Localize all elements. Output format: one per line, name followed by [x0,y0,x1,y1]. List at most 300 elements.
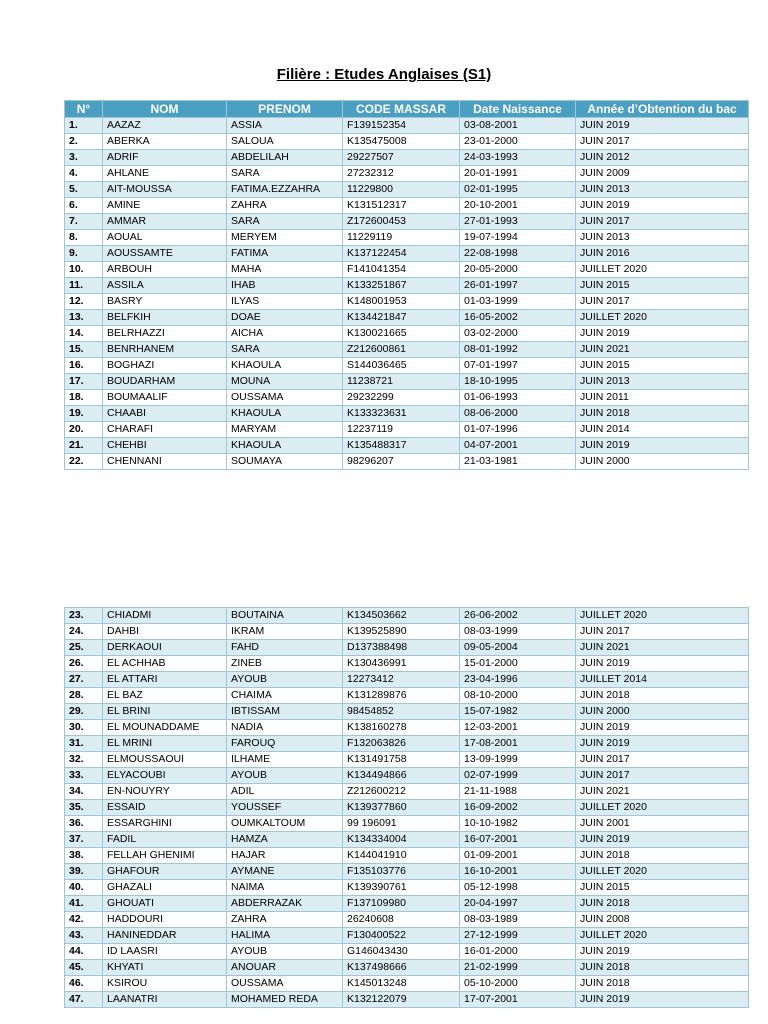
nom-cell: HANINEDDAR [103,928,227,944]
row-number-cell: 16. [65,358,103,374]
header-date-naissance: Date Naissance [460,101,576,118]
prenom-cell: IKRAM [227,624,343,640]
row-number-cell: 2. [65,134,103,150]
table-row [65,214,749,230]
nom-cell: CHEHBI [103,438,227,454]
annee-bac-cell: JUIN 2016 [576,246,749,262]
row-number-cell: 44. [65,944,103,960]
prenom-cell: DOAE [227,310,343,326]
table-row [65,390,749,406]
prenom-cell: ZAHRA [227,198,343,214]
date-naissance-cell: 15-07-1982 [460,704,576,720]
annee-bac-cell: JUIN 2018 [576,976,749,992]
date-naissance-cell: 02-07-1999 [460,768,576,784]
row-number-cell: 32. [65,752,103,768]
nom-cell: GHAFOUR [103,864,227,880]
code-massar-cell: K135488317 [343,438,460,454]
annee-bac-cell: JUIN 2017 [576,214,749,230]
table-row [65,342,749,358]
nom-cell: ESSARGHINI [103,816,227,832]
code-massar-cell: F139152354 [343,118,460,134]
row-number-cell: 43. [65,928,103,944]
date-naissance-cell: 23-04-1996 [460,672,576,688]
nom-cell: EN-NOUYRY [103,784,227,800]
nom-cell: BELFKIH [103,310,227,326]
nom-cell: EL MRINI [103,736,227,752]
row-number-cell: 27. [65,672,103,688]
row-number-cell: 41. [65,896,103,912]
nom-cell: EL ACHHAB [103,656,227,672]
date-naissance-cell: 16-09-2002 [460,800,576,816]
date-naissance-cell: 27-12-1999 [460,928,576,944]
prenom-cell: FATIMA [227,246,343,262]
date-naissance-cell: 16-05-2002 [460,310,576,326]
annee-bac-cell: JUIN 2021 [576,784,749,800]
date-naissance-cell: 09-05-2004 [460,640,576,656]
table-body-1 [65,118,749,470]
annee-bac-cell: JUIN 2012 [576,150,749,166]
row-number-cell: 46. [65,976,103,992]
nom-cell: AMINE [103,198,227,214]
row-number-cell: 18. [65,390,103,406]
code-massar-cell: 29232299 [343,390,460,406]
header-number: N° [65,101,103,118]
nom-cell: BASRY [103,294,227,310]
date-naissance-cell: 08-03-1999 [460,624,576,640]
table-row [65,608,749,624]
code-massar-cell: F130400522 [343,928,460,944]
prenom-cell: YOUSSEF [227,800,343,816]
date-naissance-cell: 27-01-1993 [460,214,576,230]
date-naissance-cell: 20-10-2001 [460,198,576,214]
table-row [65,374,749,390]
row-number-cell: 9. [65,246,103,262]
code-massar-cell: 12237119 [343,422,460,438]
nom-cell: ELYACOUBI [103,768,227,784]
annee-bac-cell: JUIN 2017 [576,752,749,768]
prenom-cell: AYOUB [227,944,343,960]
row-number-cell: 33. [65,768,103,784]
annee-bac-cell: JUILLET 2020 [576,800,749,816]
header-nom: NOM [103,101,227,118]
annee-bac-cell: JUIN 2019 [576,656,749,672]
header-prenom: PRENOM [227,101,343,118]
row-number-cell: 7. [65,214,103,230]
code-massar-cell: K131491758 [343,752,460,768]
row-number-cell: 26. [65,656,103,672]
code-massar-cell: K139390761 [343,880,460,896]
prenom-cell: MERYEM [227,230,343,246]
row-number-cell: 24. [65,624,103,640]
row-number-cell: 17. [65,374,103,390]
nom-cell: KSIROU [103,976,227,992]
annee-bac-cell: JUIN 2017 [576,768,749,784]
row-number-cell: 30. [65,720,103,736]
prenom-cell: KHAOULA [227,358,343,374]
table-row [65,182,749,198]
prenom-cell: SARA [227,166,343,182]
row-number-cell: 35. [65,800,103,816]
date-naissance-cell: 17-07-2001 [460,992,576,1008]
nom-cell: BOUDARHAM [103,374,227,390]
code-massar-cell: K134494866 [343,768,460,784]
table-row [65,438,749,454]
table-row [65,768,749,784]
row-number-cell: 29. [65,704,103,720]
date-naissance-cell: 19-07-1994 [460,230,576,246]
nom-cell: ID LAASRI [103,944,227,960]
row-number-cell: 23. [65,608,103,624]
date-naissance-cell: 02-01-1995 [460,182,576,198]
row-number-cell: 31. [65,736,103,752]
code-massar-cell: F132063826 [343,736,460,752]
table-row [65,752,749,768]
row-number-cell: 28. [65,688,103,704]
date-naissance-cell: 12-03-2001 [460,720,576,736]
prenom-cell: ZINEB [227,656,343,672]
table-row [65,246,749,262]
table-header-row [65,101,749,118]
annee-bac-cell: JUIN 2019 [576,992,749,1008]
annee-bac-cell: JUIN 2019 [576,326,749,342]
row-number-cell: 6. [65,198,103,214]
code-massar-cell: K133323631 [343,406,460,422]
annee-bac-cell: JUIN 2001 [576,816,749,832]
table-row [65,704,749,720]
date-naissance-cell: 20-04-1997 [460,896,576,912]
code-massar-cell: F141041354 [343,262,460,278]
annee-bac-cell: JUIN 2018 [576,960,749,976]
code-massar-cell: K133251867 [343,278,460,294]
date-naissance-cell: 26-01-1997 [460,278,576,294]
code-massar-cell: 26240608 [343,912,460,928]
table-row [65,736,749,752]
row-number-cell: 3. [65,150,103,166]
code-massar-cell: F135103776 [343,864,460,880]
date-naissance-cell: 05-10-2000 [460,976,576,992]
nom-cell: BELRHAZZI [103,326,227,342]
nom-cell: EL BRINI [103,704,227,720]
nom-cell: AAZAZ [103,118,227,134]
annee-bac-cell: JUIN 2015 [576,880,749,896]
row-number-cell: 45. [65,960,103,976]
date-naissance-cell: 01-09-2001 [460,848,576,864]
prenom-cell: ABDELILAH [227,150,343,166]
code-massar-cell: K132122079 [343,992,460,1008]
table-row [65,832,749,848]
annee-bac-cell: JUIN 2018 [576,406,749,422]
nom-cell: KHYATI [103,960,227,976]
code-massar-cell: 12273412 [343,672,460,688]
row-number-cell: 1. [65,118,103,134]
table-row [65,896,749,912]
annee-bac-cell: JUIN 2021 [576,640,749,656]
row-number-cell: 38. [65,848,103,864]
prenom-cell: OUMKALTOUM [227,816,343,832]
table-row [65,406,749,422]
code-massar-cell: K137122454 [343,246,460,262]
code-massar-cell: K131512317 [343,198,460,214]
annee-bac-cell: JUILLET 2020 [576,608,749,624]
row-number-cell: 19. [65,406,103,422]
prenom-cell: MOHAMED REDA [227,992,343,1008]
date-naissance-cell: 01-06-1993 [460,390,576,406]
nom-cell: GHAZALI [103,880,227,896]
date-naissance-cell: 05-12-1998 [460,880,576,896]
annee-bac-cell: JUIN 2015 [576,278,749,294]
table-row [65,422,749,438]
row-number-cell: 36. [65,816,103,832]
nom-cell: ESSAID [103,800,227,816]
prenom-cell: IHAB [227,278,343,294]
row-number-cell: 37. [65,832,103,848]
annee-bac-cell: JUILLET 2020 [576,262,749,278]
nom-cell: ADRIF [103,150,227,166]
row-number-cell: 8. [65,230,103,246]
row-number-cell: 47. [65,992,103,1008]
prenom-cell: SOUMAYA [227,454,343,470]
annee-bac-cell: JUIN 2018 [576,896,749,912]
row-number-cell: 11. [65,278,103,294]
code-massar-cell: K130436991 [343,656,460,672]
nom-cell: FADIL [103,832,227,848]
table-row [65,310,749,326]
row-number-cell: 12. [65,294,103,310]
annee-bac-cell: JUIN 2013 [576,230,749,246]
annee-bac-cell: JUIN 2019 [576,720,749,736]
prenom-cell: OUSSAMA [227,390,343,406]
annee-bac-cell: JUILLET 2020 [576,928,749,944]
prenom-cell: ANOUAR [227,960,343,976]
code-massar-cell: Z212600212 [343,784,460,800]
prenom-cell: ILHAME [227,752,343,768]
nom-cell: ASSILA [103,278,227,294]
date-naissance-cell: 22-08-1998 [460,246,576,262]
date-naissance-cell: 08-10-2000 [460,688,576,704]
nom-cell: EL ATTARI [103,672,227,688]
prenom-cell: ASSIA [227,118,343,134]
date-naissance-cell: 08-03-1989 [460,912,576,928]
date-naissance-cell: 01-03-1999 [460,294,576,310]
table-row [65,358,749,374]
code-massar-cell: 29227507 [343,150,460,166]
nom-cell: ELMOUSSAOUI [103,752,227,768]
nom-cell: CHAABI [103,406,227,422]
code-massar-cell: K144041910 [343,848,460,864]
row-number-cell: 22. [65,454,103,470]
annee-bac-cell: JUIN 2000 [576,454,749,470]
table-row [65,816,749,832]
prenom-cell: KHAOULA [227,438,343,454]
nom-cell: BENRHANEM [103,342,227,358]
table-row [65,150,749,166]
date-naissance-cell: 21-11-1988 [460,784,576,800]
date-naissance-cell: 07-01-1997 [460,358,576,374]
annee-bac-cell: JUIN 2013 [576,374,749,390]
annee-bac-cell: JUIN 2000 [576,704,749,720]
annee-bac-cell: JUIN 2019 [576,198,749,214]
nom-cell: AOUAL [103,230,227,246]
nom-cell: AOUSSAMTE [103,246,227,262]
page-title: Filière : Etudes Anglaises (S1) [276,66,492,83]
table-row [65,118,749,134]
prenom-cell: FAROUQ [227,736,343,752]
date-naissance-cell: 20-05-2000 [460,262,576,278]
prenom-cell: SARA [227,342,343,358]
date-naissance-cell: 08-01-1992 [460,342,576,358]
table-row [65,656,749,672]
annee-bac-cell: JUIN 2018 [576,688,749,704]
nom-cell: FELLAH GHENIMI [103,848,227,864]
nom-cell: HADDOURI [103,912,227,928]
annee-bac-cell: JUIN 2018 [576,848,749,864]
row-number-cell: 4. [65,166,103,182]
annee-bac-cell: JUIN 2019 [576,944,749,960]
prenom-cell: MOUNA [227,374,343,390]
code-massar-cell: 11229119 [343,230,460,246]
row-number-cell: 10. [65,262,103,278]
table-row [65,166,749,182]
prenom-cell: ILYAS [227,294,343,310]
students-table-2 [64,607,749,1008]
table-row [65,262,749,278]
annee-bac-cell: JUIN 2014 [576,422,749,438]
code-massar-cell: K138160278 [343,720,460,736]
date-naissance-cell: 03-02-2000 [460,326,576,342]
prenom-cell: NAIMA [227,880,343,896]
code-massar-cell: 27232312 [343,166,460,182]
prenom-cell: HAJAR [227,848,343,864]
table-row [65,864,749,880]
annee-bac-cell: JUIN 2011 [576,390,749,406]
prenom-cell: BOUTAINA [227,608,343,624]
code-massar-cell: K130021665 [343,326,460,342]
code-massar-cell: Z212600861 [343,342,460,358]
table-row [65,784,749,800]
date-naissance-cell: 23-01-2000 [460,134,576,150]
prenom-cell: HAMZA [227,832,343,848]
table-row [65,672,749,688]
date-naissance-cell: 15-01-2000 [460,656,576,672]
date-naissance-cell: 16-07-2001 [460,832,576,848]
prenom-cell: ABDERRAZAK [227,896,343,912]
prenom-cell: AICHA [227,326,343,342]
prenom-cell: KHAOULA [227,406,343,422]
date-naissance-cell: 10-10-1982 [460,816,576,832]
nom-cell: CHIADMI [103,608,227,624]
table-row [65,912,749,928]
date-naissance-cell: 26-06-2002 [460,608,576,624]
table-row [65,640,749,656]
prenom-cell: AYMANE [227,864,343,880]
table-row [65,720,749,736]
prenom-cell: MAHA [227,262,343,278]
date-naissance-cell: 03-08-2001 [460,118,576,134]
nom-cell: AIT-MOUSSA [103,182,227,198]
prenom-cell: IBTISSAM [227,704,343,720]
code-massar-cell: 11229800 [343,182,460,198]
table-row [65,688,749,704]
students-table-1 [64,100,749,470]
date-naissance-cell: 17-08-2001 [460,736,576,752]
nom-cell: ABERKA [103,134,227,150]
code-massar-cell: K134421847 [343,310,460,326]
nom-cell: DAHBI [103,624,227,640]
row-number-cell: 20. [65,422,103,438]
annee-bac-cell: JUIN 2019 [576,438,749,454]
row-number-cell: 34. [65,784,103,800]
row-number-cell: 13. [65,310,103,326]
code-massar-cell: F137109980 [343,896,460,912]
nom-cell: EL MOUNADDAME [103,720,227,736]
annee-bac-cell: JUIN 2017 [576,624,749,640]
code-massar-cell: K137498666 [343,960,460,976]
table-row [65,928,749,944]
annee-bac-cell: JUIN 2013 [576,182,749,198]
prenom-cell: AYOUB [227,672,343,688]
code-massar-cell: K131289876 [343,688,460,704]
header-annee-bac: Année d’Obtention du bac [576,101,749,118]
nom-cell: CHENNANI [103,454,227,470]
prenom-cell: CHAIMA [227,688,343,704]
row-number-cell: 40. [65,880,103,896]
nom-cell: BOGHAZI [103,358,227,374]
code-massar-cell: 11238721 [343,374,460,390]
header-code-massar: CODE MASSAR [343,101,460,118]
code-massar-cell: K135475008 [343,134,460,150]
row-number-cell: 39. [65,864,103,880]
table-row [65,294,749,310]
code-massar-cell: K134334004 [343,832,460,848]
code-massar-cell: K145013248 [343,976,460,992]
annee-bac-cell: JUIN 2009 [576,166,749,182]
nom-cell: AHLANE [103,166,227,182]
table-row [65,944,749,960]
code-massar-cell: 99 196091 [343,816,460,832]
table-row [65,454,749,470]
row-number-cell: 25. [65,640,103,656]
prenom-cell: AYOUB [227,768,343,784]
annee-bac-cell: JUIN 2017 [576,134,749,150]
nom-cell: ARBOUH [103,262,227,278]
date-naissance-cell: 18-10-1995 [460,374,576,390]
prenom-cell: OUSSAMA [227,976,343,992]
row-number-cell: 21. [65,438,103,454]
code-massar-cell: D137388498 [343,640,460,656]
prenom-cell: FATIMA.EZZAHRA [227,182,343,198]
prenom-cell: ADIL [227,784,343,800]
nom-cell: AMMAR [103,214,227,230]
nom-cell: EL BAZ [103,688,227,704]
prenom-cell: SARA [227,214,343,230]
table-row [65,134,749,150]
annee-bac-cell: JUIN 2019 [576,832,749,848]
table-row [65,230,749,246]
annee-bac-cell: JUILLET 2020 [576,310,749,326]
table-row [65,198,749,214]
nom-cell: GHOUATI [103,896,227,912]
table-body-2 [65,608,749,1008]
table-row [65,800,749,816]
date-naissance-cell: 08-06-2000 [460,406,576,422]
annee-bac-cell: JUIN 2008 [576,912,749,928]
prenom-cell: NADIA [227,720,343,736]
prenom-cell: ZAHRA [227,912,343,928]
date-naissance-cell: 04-07-2001 [460,438,576,454]
date-naissance-cell: 21-03-1981 [460,454,576,470]
date-naissance-cell: 16-01-2000 [460,944,576,960]
table-row [65,326,749,342]
